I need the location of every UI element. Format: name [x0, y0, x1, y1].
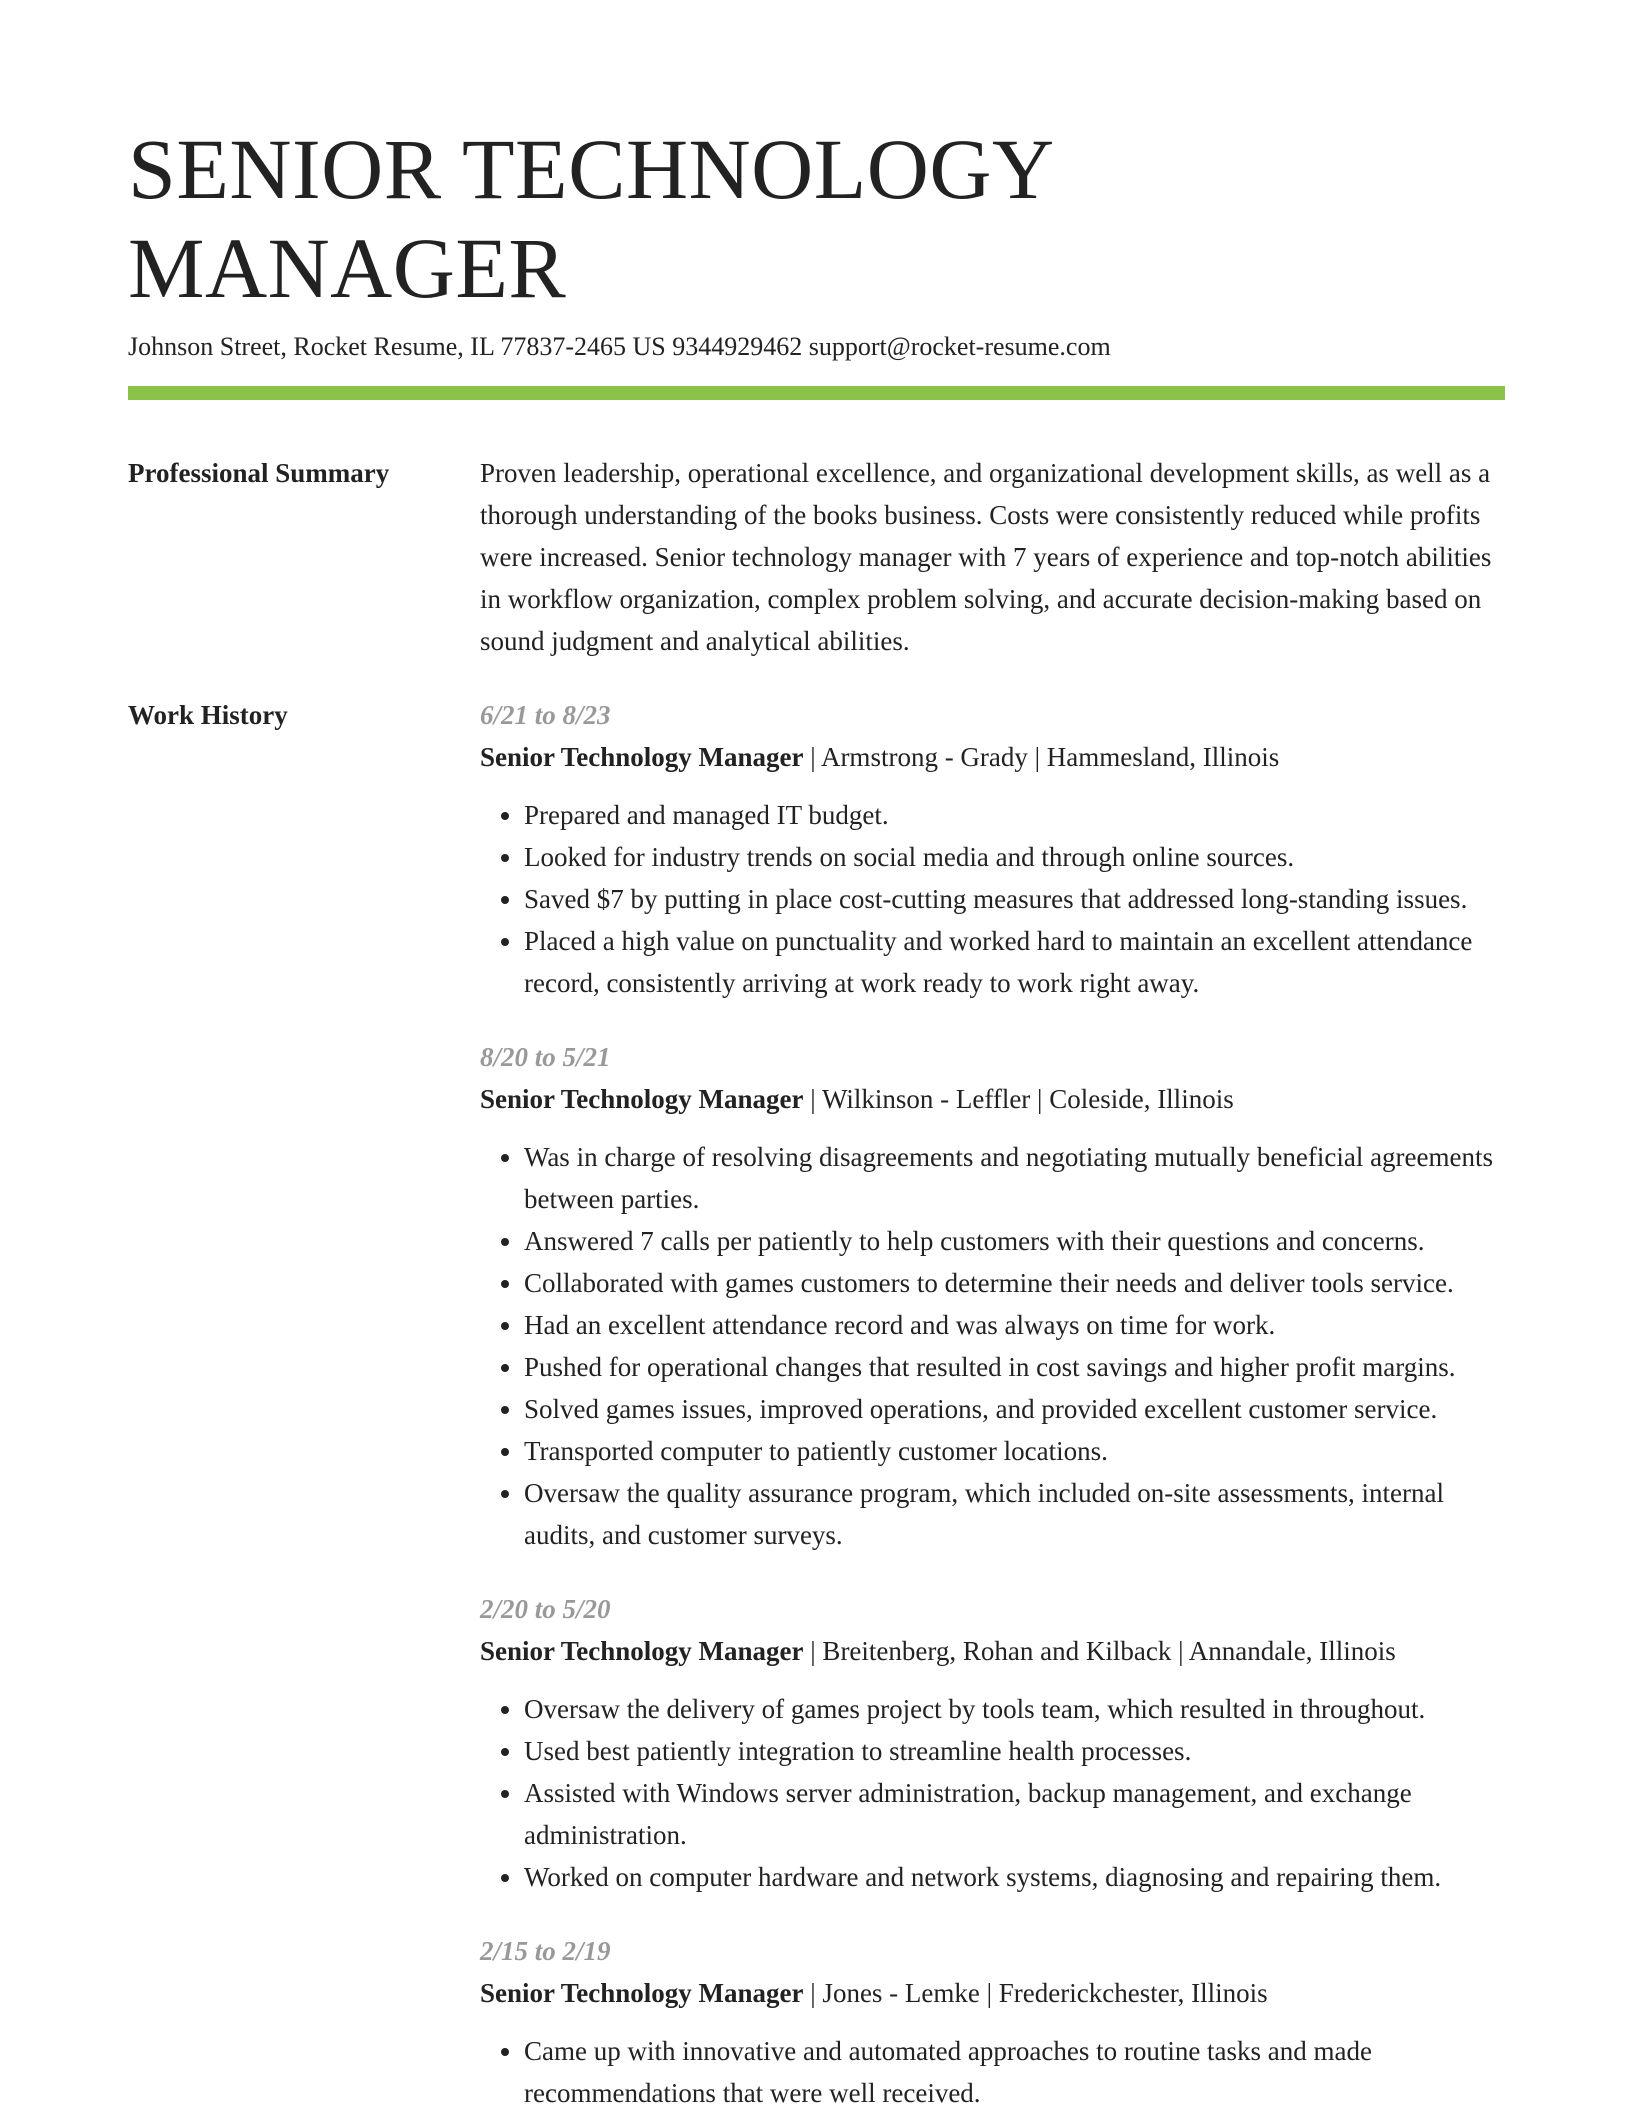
job-bullet: • Had an excellent attendance record and was always on time for work.: [524, 1304, 1505, 1346]
job-employer-location: | Armstrong - Grady | Hammesland, Illinois: [803, 741, 1280, 772]
job-bullet: • Solved games issues, improved operations, and provided excellent customer service.: [524, 1388, 1505, 1430]
job-bullet: • Looked for industry trends on social media and through online sources.: [524, 836, 1505, 878]
job-entry: [480, 694, 1505, 1004]
professional-summary-section: [128, 452, 1505, 662]
job-bullet: • Came up with innovative and automated approaches to routine tasks and made recommendations that were well received.: [524, 2030, 1505, 2114]
job-heading: [480, 736, 1505, 778]
job-bullet: • Answered 7 calls per patiently to help customers with their questions and concerns.: [524, 1220, 1505, 1262]
job-bullet: • Saved $7 by putting in place cost-cutting measures that addressed long-standing issues.: [524, 878, 1505, 920]
job-title: Senior Technology Manager: [480, 1635, 804, 1666]
job-bullet: • Oversaw the delivery of games project by tools team, which resulted in throughout.: [524, 1688, 1505, 1730]
section-title-summary: Professional Summary: [128, 457, 390, 488]
contact-line: Johnson Street, Rocket Resume, IL 77837-2465 US 9344929462 support@rocket-resume.com: [128, 331, 1111, 361]
work-history-section: [128, 694, 1505, 2114]
job-bullet: • Used best patiently integration to streamline health processes.: [524, 1730, 1505, 1772]
job-employer-location: | Jones - Lemke | Frederickchester, Illinois: [803, 1977, 1268, 2008]
job-heading: [480, 1630, 1505, 1672]
job-dates: 2/15 to 2/19: [480, 1935, 611, 1966]
job-heading: [480, 1078, 1505, 1120]
job-bullet: • Oversaw the quality assurance program, which included on-site assessments, internal audits, and customer surveys.: [524, 1472, 1505, 1556]
job-entry: [480, 1036, 1505, 1556]
job-bullet: • Placed a high value on punctuality and worked hard to maintain an excellent attendance record, consistently arriving at work ready to work right away.: [524, 920, 1505, 1004]
header-divider: [128, 386, 1505, 400]
job-bullet: • Assisted with Windows server administration, backup management, and exchange administration.: [524, 1772, 1505, 1856]
summary-text: Proven leadership, operational excellence, and organizational development skills, as well as a thorough understanding of the books business. Costs were consistently reduced while profits were increased. Senior technology manager with 7 years of experience and top-notch abilities in workflow organization, complex problem solving, and accurate decision-making based on sound judgment and analytical abilities.: [480, 457, 1492, 656]
job-title: Senior Technology Manager: [480, 1083, 804, 1114]
job-dates: 6/21 to 8/23: [480, 699, 611, 730]
job-title: Senior Technology Manager: [480, 1977, 804, 2008]
resume-page: [128, 120, 1505, 2114]
job-dates: 2/20 to 5/20: [480, 1593, 611, 1624]
job-entry: [480, 1930, 1505, 2114]
section-title-work-history: Work History: [128, 699, 288, 730]
job-heading: [480, 1972, 1505, 2014]
job-bullets: [480, 1688, 1505, 1898]
job-title: Senior Technology Manager: [480, 741, 804, 772]
job-bullet: • Was in charge of resolving disagreements and negotiating mutually beneficial agreements between parties.: [524, 1136, 1505, 1220]
job-bullet: • Prepared and managed IT budget.: [524, 794, 1505, 836]
job-employer-location: | Breitenberg, Rohan and Kilback | Annandale, Illinois: [803, 1635, 1396, 1666]
job-employer-location: | Wilkinson - Leffler | Coleside, Illinois: [803, 1083, 1234, 1114]
job-bullets: [480, 2030, 1505, 2114]
job-bullets: [480, 1136, 1505, 1556]
job-entry: [480, 1588, 1505, 1898]
job-bullet: • Worked on computer hardware and network systems, diagnosing and repairing them.: [524, 1856, 1505, 1898]
work-history-list: [480, 694, 1505, 2114]
job-bullet: • Pushed for operational changes that resulted in cost savings and higher profit margins.: [524, 1346, 1505, 1388]
job-bullet: • Collaborated with games customers to determine their needs and deliver tools service.: [524, 1262, 1505, 1304]
candidate-name: SENIOR TECHNOLOGY MANAGER: [128, 121, 1052, 316]
job-bullets: [480, 794, 1505, 1004]
job-dates: 8/20 to 5/21: [480, 1041, 611, 1072]
job-bullet: • Transported computer to patiently customer locations.: [524, 1430, 1505, 1472]
